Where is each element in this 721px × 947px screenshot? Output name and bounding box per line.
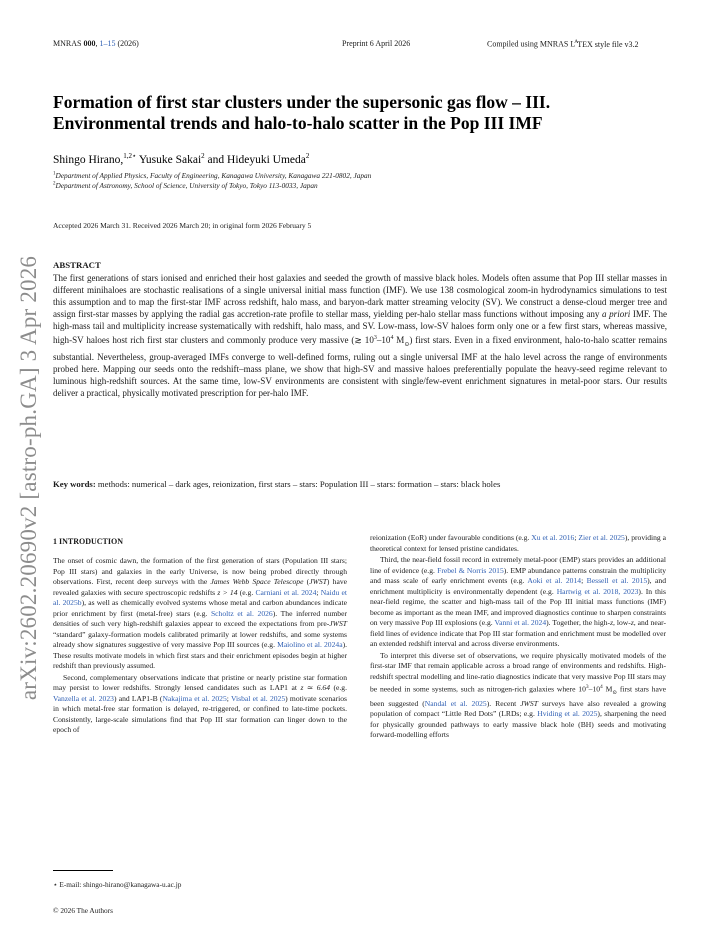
citation-link[interactable]: Nakajima et al. 2025 — [162, 693, 227, 703]
citation-link[interactable]: Vanni et al. 2024 — [494, 618, 547, 627]
citation-link[interactable]: Scholtz et al. 2026 — [210, 608, 273, 618]
citation-link[interactable]: Nandal et al. 2025 — [424, 698, 487, 708]
left-column-text — [53, 556, 347, 736]
citation-link[interactable]: Bessell et al. 2015 — [586, 576, 648, 585]
citation-link[interactable]: Visbal et al. 2025 — [230, 693, 286, 703]
citation-link[interactable]: Xu et al. 2016 — [531, 533, 575, 542]
title-line-2: Environmental trends and halo-to-halo scatter in the Pop III IMF — [53, 113, 543, 133]
title-line-1: Formation of first star clusters under the supersonic gas flow – III. — [53, 92, 551, 112]
citation-link[interactable]: Hviding et al. 2025 — [537, 709, 598, 719]
citation-link[interactable]: Zier et al. 2025 — [578, 533, 625, 542]
abstract-heading: ABSTRACT — [53, 260, 101, 270]
citation-link[interactable]: Maiolino et al. 2024a — [277, 640, 343, 649]
citation-link[interactable]: Vanzella et al. 2023 — [53, 693, 114, 703]
intro-paragraph-3: Third, the near-field fossil record in extremely metal-poor (EMP) stars provides an additional line of evidence (e.g. Frebel & Norris 2015). EMP abundance patterns constrain the multiplicity and mass scale of early enrichment events (e.g. Aoki et al. 2014; Bessell et al. 2015), and enrichment multiplicity is environmentally dependent (e.g. Hartwig et al. 2018, 2023). In this near-field regime, the scatter and high-mass tail of the Pop III initial mass functions (IMF) become as important as the mean IMF, and improved diagnostics continue to sharpen constraints on very massive Pop III explosions (e.g. Vanni et al. 2024). Together, the high-z, low-z, and near-field lines of evidence indicate that Pop III star formation and enrichment must be modelled over an extended redshift interval and across diverse environments. — [370, 555, 667, 648]
abstract-text: The first generations of stars ionised and enriched their host galaxies and seeded the growth of massive black holes. Models often assume that Pop III stellar masses in different minihaloes are stochastic realisations of a single universal initial mass function (IMF). We use 138 cosmological zoom-in hydrodynamics simulations to test this assumption and to map the first-star IMF across redshift, halo mass, and baryon-dark matter streaming velocity (SV). We construct a dense-cloud merger tree and assign first-star masses by applying the radial gas accretion-rate profile to stellar mass, yielding per-halo stellar mass functions without imposing any a priori IMF. The high-mass tail and multiplicity increase systematically with redshift, halo mass, and SV. Low-mass, low-SV haloes form only one or a few first stars, whereas massive, high-SV haloes host rich first star clusters and commonly produce very massive (≳ $10^3-10^4$ $M_⊙$) first stars. Even in a fixed environment, halo-to-halo scatter remains substantial. Nevertheless, group-averaged IMFs converge to well-defined forms, ruling out a single universal IMF at the halo level across the range of environments probed here. Mapping our seeds onto the redshift–mass plane, we show that high-SV and massive haloes preferentially populate the heavy-seed regime relevant to luminous high-redshift sources. At the same time, low-SV environments are consistent with single/few-event enrichment signatures in metal-poor stars. Our results deliver a practical, physically motivated prescription for per-halo IMF. — [53, 273, 668, 398]
affiliation-1: $^1$Department of Applied Physics, Faculty of Engineering, Kanagawa University, Kanagawa 221-0802, Japan — [53, 171, 372, 180]
accepted-dates: Accepted 2026 March 31. Received 2026 March 20; in original form 2026 February 5 — [53, 221, 312, 230]
intro-paragraph-2: Second, complementary observations indicate that pristine or nearly pristine star formation may persist to lower redshifts. Strongly lensed candidates such as LAP1 at z ≃ 6.64 (e.g. Vanzella et al. 2023) and LAP1-B (Nakajima et al. 2025; Visbal et al. 2025) motivate scenarios in which metal-free star formation is delayed, re-triggered, or confined to late-time pockets. Consistently, large-scale simulations find that Pop III star formation can linger down to the epoch of — [53, 672, 347, 734]
sun-symbol: ⊙ — [404, 341, 410, 348]
running-header-journal: MNRAS 000, 1–15 (2026) — [53, 39, 139, 48]
preprint-date: Preprint 6 April 2026 — [342, 39, 411, 48]
paper-title — [53, 92, 673, 134]
copyright: © 2026 The Authors — [53, 906, 113, 915]
pages-link[interactable]: 1–15 — [99, 39, 116, 48]
citation-link[interactable]: Hartwig et al. 2018, 2023 — [556, 586, 639, 596]
arxiv-stamp: arXiv:2602.20690v2 [astro-ph.GA] 3 Apr 2026 — [16, 255, 41, 701]
keywords: Key words: methods: numerical – dark ages, reionization, first stars – stars: Population III – stars: formation – stars: black holes — [53, 479, 501, 489]
citation-link[interactable]: Naidu et al. 2025b — [53, 587, 348, 607]
affiliation-2: $^2$Department of Astronomy, School of Science, University of Tokyo, Tokyo 113-0033, Japan — [53, 181, 318, 190]
citation-link[interactable]: Frebel & Norris 2015 — [437, 565, 504, 575]
intro-paragraph-1: The onset of cosmic dawn, the formation of the first generation of stars (Population III stars; Pop III stars) and galaxies in the early Universe, is now being probed directly through observations. First, recent deep surveys with the James Webb Space Telescope (JWST) have revealed galaxies with secure spectroscopic redshifts z > 14 (e.g. Carniani et al. 2024; Naidu et al. 2025b), as well as chemically evolved systems whose metal and carbon abundances indicate prior enrichment by first (metal-free) stars (e.g. Scholtz et al. 2026). The inferred number densities of such very high-redshift galaxies appear to exceed the expectations from pre-JWST “standard” galaxy-formation models calibrated primarily at lower redshifts, and some systems already show signatures suggestive of very massive Pop III sources (e.g. Maiolino et al. 2024a). These results motivate models in which first stars and their enrichment episodes begin at higher redshift than previously assumed. — [53, 556, 348, 670]
author-list: Shingo Hirano,$^{1,2⋆}$ Yusuke Sakai$^2$ and Hideyuki Umeda$^2$ — [53, 152, 310, 166]
sun-symbol: ⊙ — [612, 690, 617, 697]
right-column-text — [370, 533, 666, 741]
footnote-rule — [53, 870, 113, 871]
intro-paragraph-continued: reionization (EoR) under favourable conditions (e.g. Xu et al. 2016; Zier et al. 2025), providing a theoretical context for lensed pristine candidates. — [370, 533, 667, 553]
citation-link[interactable]: Carniani et al. 2024 — [255, 587, 317, 597]
intro-paragraph-4: To interpret this diverse set of observations, we require physically motivated models of the first-star IMF that remain applicable across a broad range of environments and redshifts. High-redshift spectral modelling and line-ratio diagnostics indicate that very massive Pop III stars may be needed in some systems, such as nitrogen-rich galaxies where $10^3-10^4$ $M_⊙$ first stars have been suggested (Nandal et al. 2025). Recent JWST surveys have also revealed a growing population of compact “Little Red Dots” (LRDs; e.g. Hviding et al. 2025), sharpening the need for physically grounded pathways to early massive black hole (BH) seeds and motivating forward-modelling efforts — [370, 650, 667, 740]
compiled-note: Compiled using MNRAS $L^ATEX$ style file v3.2 — [487, 39, 639, 49]
footnote-email: ⋆ E-mail: shingo-hirano@kanagawa-u.ac.jp — [53, 880, 182, 889]
section-heading-introduction: 1 INTRODUCTION — [53, 537, 124, 546]
citation-link[interactable]: Aoki et al. 2014 — [527, 576, 582, 585]
